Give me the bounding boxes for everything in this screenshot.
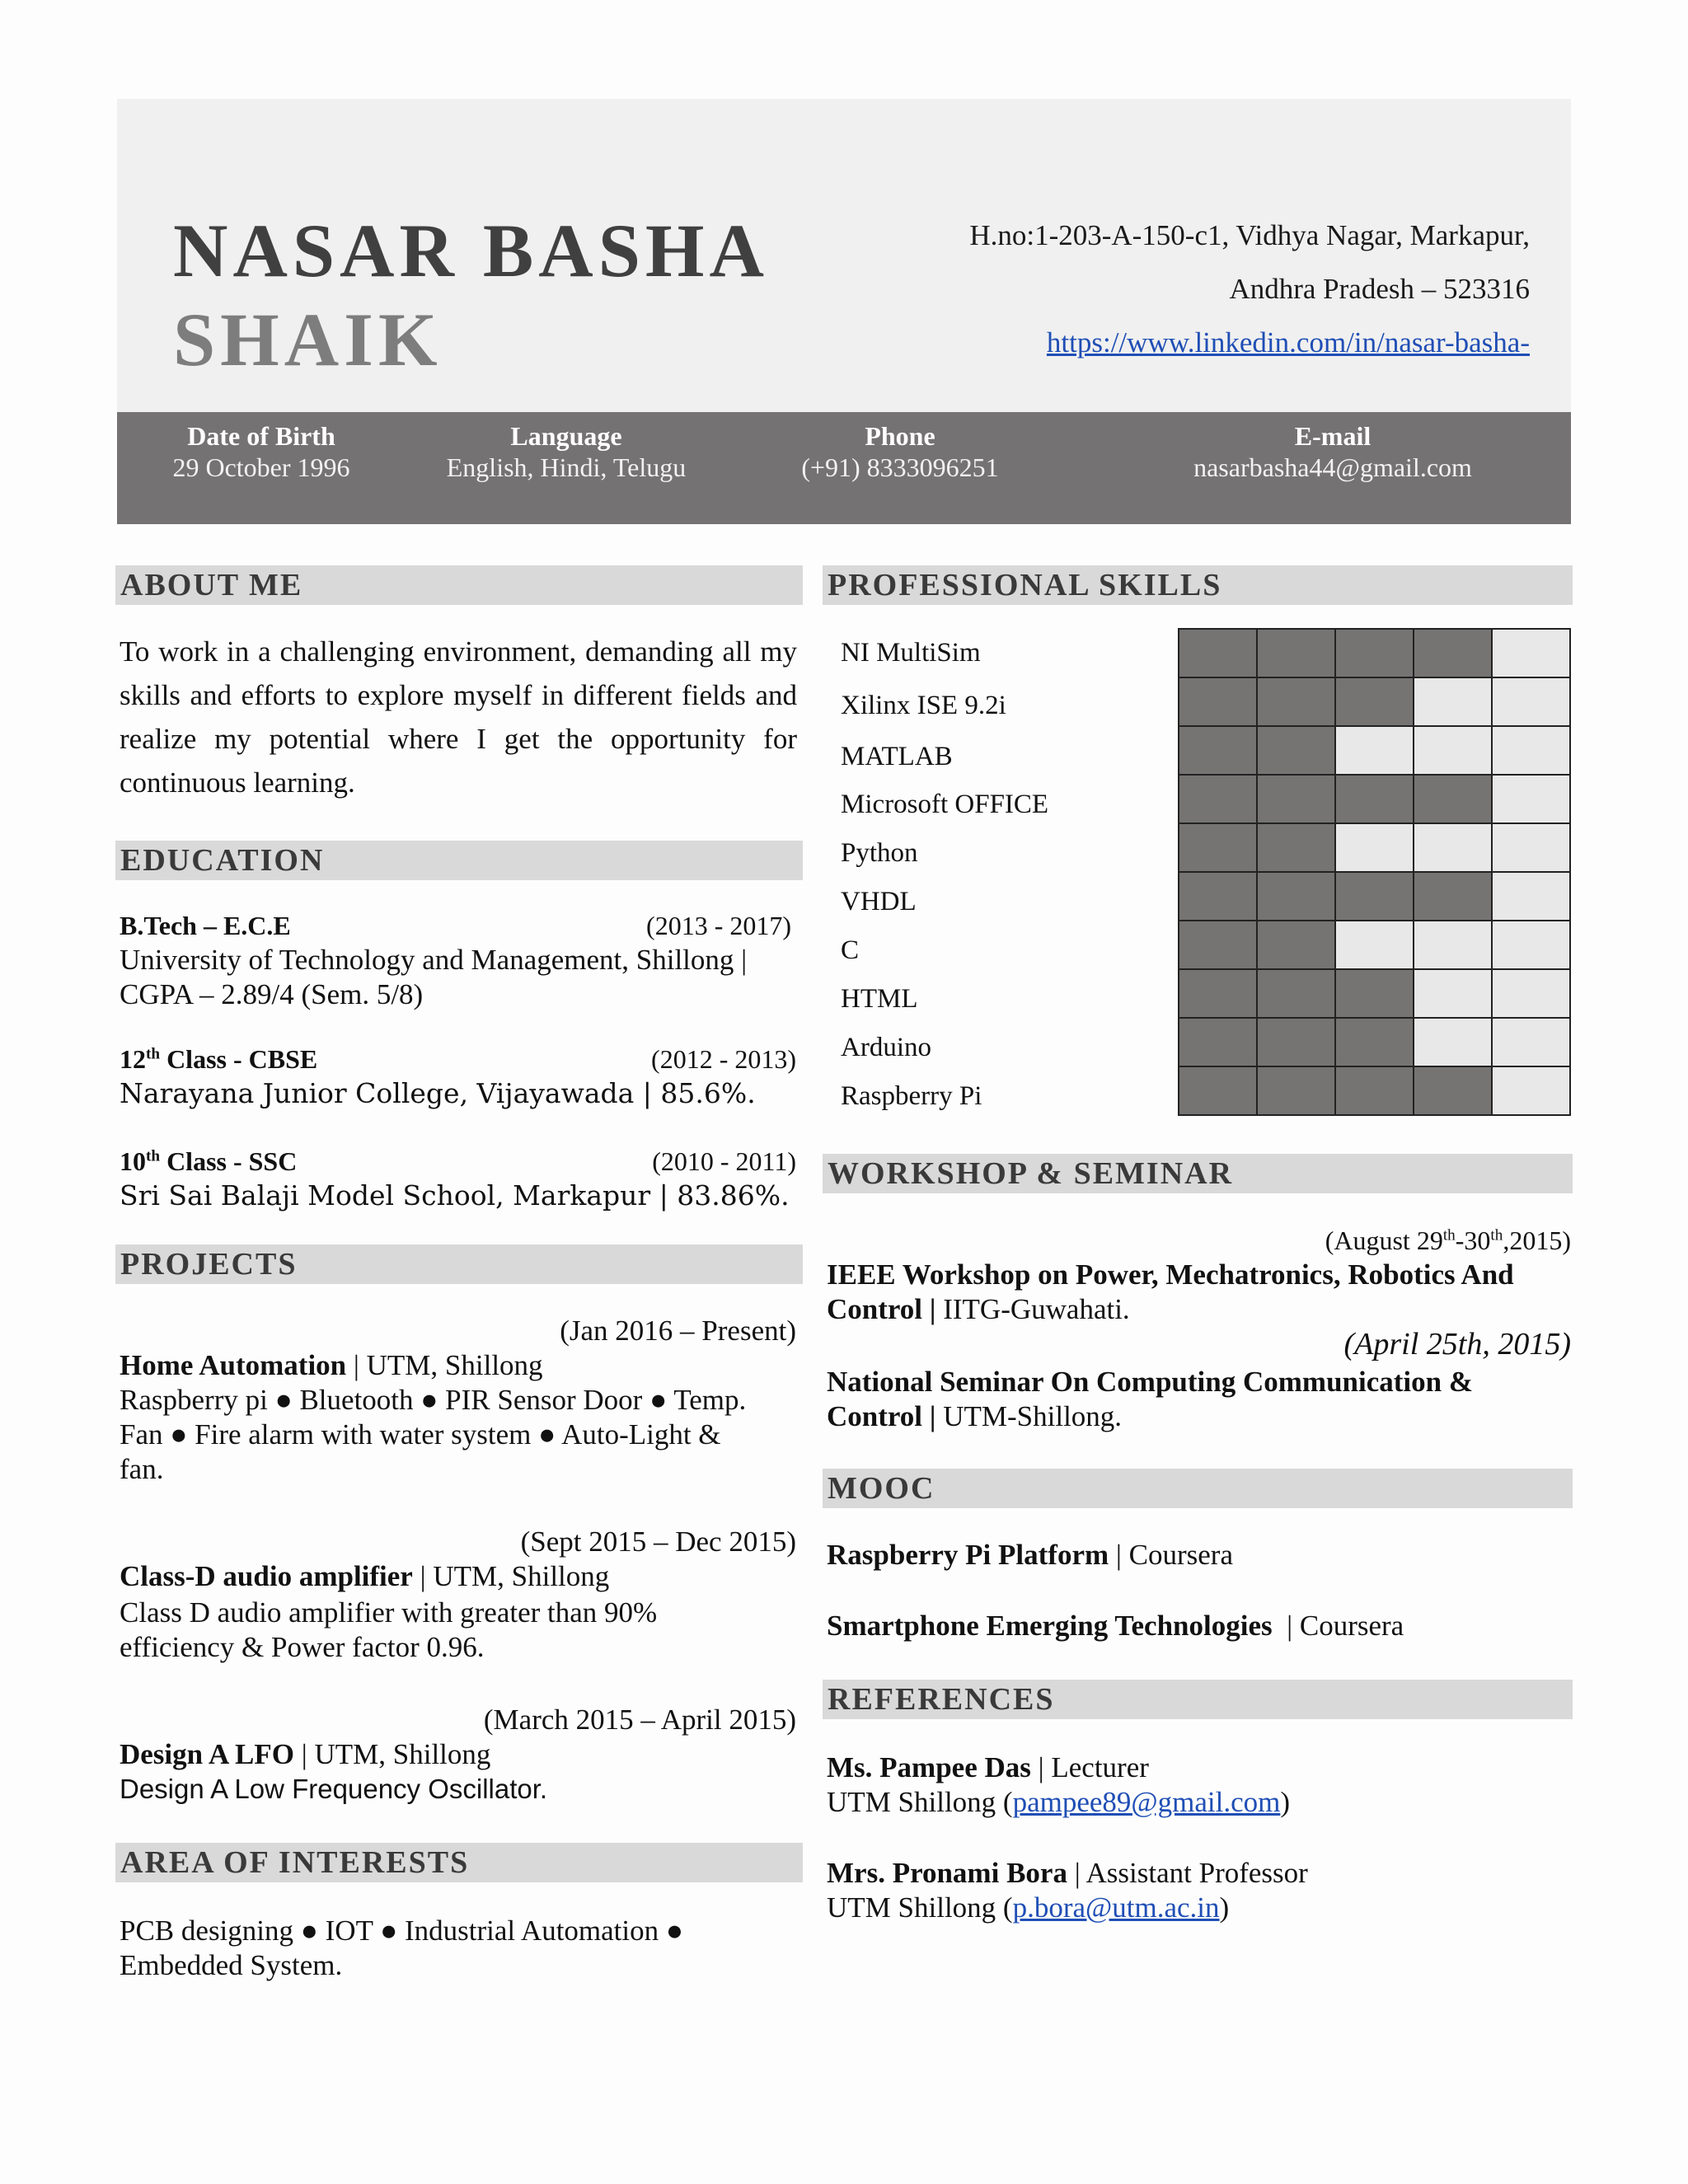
interests-line1: PCB designing ● IOT ● Industrial Automation ● [120,1915,684,1947]
project-title-lfo: Design A LFO | UTM, Shillong [120,1738,491,1770]
skill-level-filled [1258,678,1334,725]
project-desc-class-d-line2: efficiency & Power factor 0.96. [120,1631,485,1663]
skills-heading: PROFESSIONAL SKILLS [823,565,1573,605]
skill-level-filled [1258,1019,1334,1066]
info-bar [117,412,1571,524]
skill-name: Microsoft OFFICE [841,790,1049,819]
skill-name: Raspberry Pi [841,1081,982,1111]
phone-value: (+91) 8333096251 [801,452,999,482]
project-dates-lfo: (March 2015 – April 2015) [483,1704,796,1736]
linkedin-link[interactable]: https://www.linkedin.com/in/nasar-basha- [1046,326,1530,359]
workshop-title-ieee-line2: Control | IITG-Guwahati. [827,1293,1130,1325]
project-desc-class-d-line1: Class D audio amplifier with greater than 90% [120,1596,658,1629]
email-block [1106,420,1559,483]
seminar-title-line2: Control | UTM-Shillong. [827,1400,1123,1432]
skill-level-filled [1179,873,1256,920]
project-dates-class-d: (Sept 2015 – Dec 2015) [520,1526,796,1558]
about-text: To work in a challenging environment, demanding all my skills and efforts to explore myself in different fields and realize my potential where I get the opportunity for continuous learning. [120,635,797,799]
skill-rating-grid [1178,628,1571,1116]
skill-level-empty [1493,970,1569,1017]
skill-level-filled [1336,1067,1413,1114]
skill-name: Xilinx ISE 9.2i [841,691,1006,720]
education-heading: EDUCATION [115,841,803,880]
edu-school-10th: Sri Sai Balaji Model School, Markapur | 83.86%. [120,1179,790,1212]
edu-cgpa-btech: CGPA – 2.89/4 (Sem. 5/8) [120,978,424,1010]
skill-name: MATLAB [841,742,953,771]
reference-contact-pronami: UTM Shillong (p.bora@utm.ac.in) [827,1891,1230,1924]
reference-name-pampee: Ms. Pampee Das | Lecturer [827,1751,1149,1783]
projects-heading: PROJECTS [115,1244,803,1284]
edu-degree-10th: 10th Class - SSC [120,1146,298,1176]
skill-name: NI MultiSim [841,638,981,668]
skill-level-empty [1493,727,1569,774]
skill-level-filled [1336,776,1413,823]
references-heading: REFERENCES [823,1680,1573,1719]
skill-level-empty [1493,824,1569,871]
email-label: E-mail [1294,421,1372,451]
seminar-date-national: (April 25th, 2015) [1343,1327,1571,1361]
reference-email-pampee[interactable]: pampee89@gmail.com [1012,1786,1281,1818]
skill-name: HTML [841,984,918,1014]
skill-level-filled [1336,873,1413,920]
project-desc-line1: Raspberry pi ● Bluetooth ● PIR Sensor Door ● Temp. [120,1384,747,1416]
skill-level-filled [1179,1019,1256,1066]
skill-level-filled [1258,727,1334,774]
header-panel [117,99,1571,412]
skill-level-empty [1414,824,1491,871]
skill-level-filled [1414,873,1491,920]
skill-level-filled [1179,727,1256,774]
email-value[interactable]: nasarbasha44@gmail.com [1193,452,1472,482]
skill-level-filled [1336,970,1413,1017]
dob-value: 29 October 1996 [172,452,350,482]
language-block [430,420,702,483]
skill-level-filled [1258,921,1334,968]
project-desc-line2: Fan ● Fire alarm with water system ● Auto-Light & [120,1418,721,1451]
skill-level-filled [1179,678,1256,725]
skill-level-filled [1336,630,1413,677]
dob-block [117,420,406,483]
reference-email-pronami[interactable]: p.bora@utm.ac.in [1012,1891,1220,1924]
edu-school-12th: Narayana Junior College, Vijayawada | 85.6%. [120,1077,756,1109]
skill-name: VHDL [841,887,917,916]
skill-level-empty [1493,1067,1569,1114]
skill-level-empty [1493,873,1569,920]
project-desc-lfo: Design A Low Frequency Oscillator. [120,1774,548,1804]
language-label: Language [510,421,622,451]
edu-years-btech: (2013 - 2017) [646,911,791,940]
seminar-title-line1: National Seminar On Computing Communication & [827,1366,1474,1398]
project-title-class-d: Class-D audio amplifier | UTM, Shillong [120,1560,610,1592]
skill-level-filled [1414,630,1491,677]
skill-level-filled [1414,1067,1491,1114]
skill-level-filled [1179,1067,1256,1114]
reference-name-pronami: Mrs. Pronami Bora | Assistant Professor [827,1857,1308,1889]
project-desc-line3: fan. [120,1453,164,1485]
skill-level-empty [1336,921,1413,968]
mooc-item-raspberry-pi: Raspberry Pi Platform | Coursera [827,1539,1233,1571]
workshop-title-ieee-line1: IEEE Workshop on Power, Mechatronics, Robotics And [827,1258,1514,1291]
address-line2: Andhra Pradesh – 523316 [1229,273,1530,305]
interests-heading: AREA OF INTERESTS [115,1843,803,1882]
skill-name: Python [841,838,918,868]
skill-level-empty [1414,1019,1491,1066]
skill-level-empty [1493,921,1569,968]
skill-level-filled [1336,1019,1413,1066]
language-value: English, Hindi, Telugu [446,452,687,482]
skill-name: Arduino [841,1033,931,1062]
skill-level-empty [1414,727,1491,774]
skill-level-empty [1493,678,1569,725]
skill-level-empty [1493,630,1569,677]
phone-block [776,420,1024,483]
workshop-date-ieee: (August 29th-30th,2015) [1325,1226,1571,1255]
skill-level-empty [1336,727,1413,774]
skill-level-filled [1258,1067,1334,1114]
edu-school-btech: University of Technology and Management, Shillong | [120,944,748,976]
skill-level-empty [1414,921,1491,968]
phone-label: Phone [865,421,935,451]
workshop-heading: WORKSHOP & SEMINAR [823,1154,1573,1193]
mooc-heading: MOOC [823,1469,1573,1508]
skill-level-filled [1179,630,1256,677]
last-name: SHAIK [173,298,443,382]
skill-level-filled [1258,970,1334,1017]
skill-level-filled [1414,776,1491,823]
edu-degree-12th: 12th Class - CBSE [120,1044,318,1074]
interests-line2: Embedded System. [120,1949,343,1981]
first-name: NASAR BASHA [173,209,769,293]
skill-level-filled [1179,824,1256,871]
skill-level-empty [1336,824,1413,871]
edu-degree-btech: B.Tech – E.C.E [120,911,291,940]
skill-level-filled [1179,921,1256,968]
reference-contact-pampee: UTM Shillong (pampee89@gmail.com) [827,1786,1291,1818]
about-heading: ABOUT ME [115,565,803,605]
edu-years-10th: (2010 - 2011) [652,1146,796,1176]
edu-years-12th: (2012 - 2013) [651,1044,796,1074]
dob-label: Date of Birth [187,421,335,451]
project-title-home-automation: Home Automation | UTM, Shillong [120,1349,543,1381]
skill-level-empty [1414,678,1491,725]
skill-level-filled [1258,630,1334,677]
skill-level-filled [1179,776,1256,823]
skill-level-empty [1414,970,1491,1017]
project-dates-home-automation: (Jan 2016 – Present) [560,1315,796,1347]
skill-level-filled [1258,873,1334,920]
skill-level-filled [1336,678,1413,725]
mooc-item-smartphone: Smartphone Emerging Technologies | Coursera [827,1610,1404,1642]
skill-level-empty [1493,776,1569,823]
skill-name: C [841,935,860,965]
address-line1: H.no:1-203-A-150-c1, Vidhya Nagar, Markapur, [969,219,1530,251]
skill-level-filled [1179,970,1256,1017]
skill-level-filled [1258,824,1334,871]
skill-level-filled [1258,776,1334,823]
skill-level-empty [1493,1019,1569,1066]
